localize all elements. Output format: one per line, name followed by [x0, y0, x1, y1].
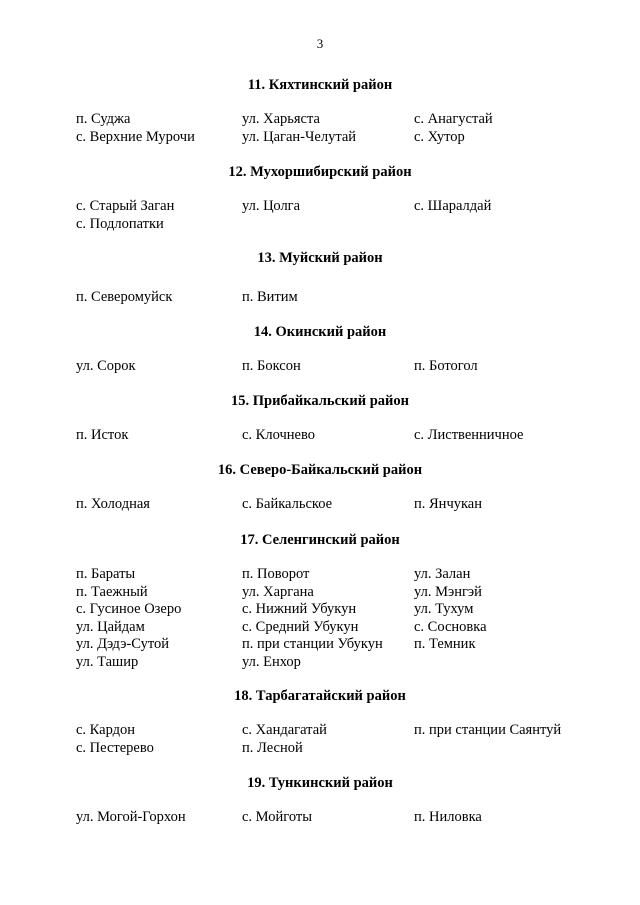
- settlement-name: п. при станции Убукун: [242, 636, 383, 652]
- settlement-name: ул. Цаган-Челутай: [242, 128, 357, 145]
- settlement-name: п. Ниловка: [414, 809, 482, 825]
- settlement-name: с. Лиственничное: [414, 427, 524, 443]
- settlement-name: п. Витим: [242, 289, 298, 305]
- settlement-name: [414, 216, 636, 234]
- settlement-name: с. Хандагатай: [242, 722, 327, 738]
- settlement-name: с. Кардон: [76, 722, 136, 738]
- settlement-name: п. Таежный: [76, 583, 148, 600]
- settlement-name: с. Шаралдай: [414, 198, 492, 214]
- settlement-name: п. Янчукан: [414, 496, 483, 512]
- settlement-name: ул. Цолга: [242, 198, 301, 214]
- section-heading: 11. Кяхтинский район: [247, 77, 393, 93]
- settlement-name: [414, 289, 636, 307]
- settlement-name: с. Подлопатки: [76, 215, 164, 232]
- settlement-name: [242, 216, 414, 234]
- settlement-name: ул. Харьяста: [242, 111, 320, 127]
- settlement-name: ул. Тухум: [414, 601, 474, 617]
- settlement-name: ул. Мэнгэй: [414, 583, 482, 600]
- section-heading: 18. Тарбагатайский район: [234, 688, 406, 704]
- settlement-list: [76, 566, 636, 671]
- section-heading: 19. Тункинский район: [247, 775, 393, 791]
- settlement-name: п. Северомуйск: [76, 289, 173, 305]
- settlement-name: ул. Ташир: [76, 653, 139, 670]
- section-heading: 14. Окинский район: [253, 324, 387, 340]
- settlement-name: ул. Дэдэ-Сутой: [76, 636, 169, 652]
- settlement-name: [414, 654, 636, 672]
- settlement-list: [76, 289, 636, 307]
- settlement-name: п. Темник: [414, 636, 476, 652]
- settlement-name: п. при станции Саянтуй: [414, 722, 562, 738]
- settlement-name: с. Средний Убукун: [242, 618, 359, 635]
- settlement-name: ул. Цайдам: [76, 618, 145, 635]
- settlement-name: с. Гусиное Озеро: [76, 601, 182, 617]
- page-number: 3: [316, 36, 324, 51]
- settlement-name: с. Нижний Убукун: [242, 601, 357, 617]
- settlement-name: п. Поворот: [242, 566, 310, 582]
- section-heading: 17. Селенгинский район: [240, 532, 400, 548]
- settlement-name: ул. Сорок: [76, 358, 136, 374]
- settlement-list: [76, 358, 636, 376]
- settlement-name: п. Исток: [76, 427, 129, 443]
- settlement-list: [76, 427, 636, 445]
- section-heading: 13. Муйский район: [257, 250, 383, 266]
- settlement-name: п. Холодная: [76, 496, 150, 512]
- settlement-list: [76, 809, 636, 827]
- settlement-name: с. Байкальское: [242, 496, 333, 512]
- settlement-list: [76, 496, 636, 514]
- settlement-name: [414, 740, 636, 758]
- settlement-name: с. Анагустай: [414, 111, 493, 127]
- settlement-name: с. Старый Заган: [76, 198, 175, 214]
- section-heading: 15. Прибайкальский район: [230, 393, 409, 409]
- settlement-name: п. Лесной: [242, 739, 303, 756]
- section-heading: 12. Мухоршибирский район: [228, 164, 412, 180]
- settlement-name: с. Хутор: [414, 128, 465, 145]
- settlement-name: п. Ботогол: [414, 358, 478, 374]
- settlement-name: с. Пестерево: [76, 739, 154, 756]
- settlement-list: [76, 198, 636, 233]
- settlement-name: ул. Могой-Горхон: [76, 809, 186, 825]
- section-heading: 16. Северо-Байкальский район: [217, 462, 423, 478]
- settlement-name: п. Боксон: [242, 358, 301, 374]
- settlement-name: ул. Енхор: [242, 653, 301, 670]
- settlement-name: с. Верхние Мурочи: [76, 128, 195, 145]
- settlement-list: [76, 722, 636, 757]
- settlement-name: ул. Харгана: [242, 583, 314, 600]
- settlement-name: ул. Залан: [414, 566, 471, 582]
- settlement-list: [76, 111, 636, 146]
- settlement-name: п. Суджа: [76, 111, 131, 127]
- settlement-name: с. Сосновка: [414, 618, 487, 635]
- settlement-name: с. Клочнево: [242, 427, 315, 443]
- settlement-name: с. Мойготы: [242, 809, 312, 825]
- settlement-name: п. Бараты: [76, 566, 136, 582]
